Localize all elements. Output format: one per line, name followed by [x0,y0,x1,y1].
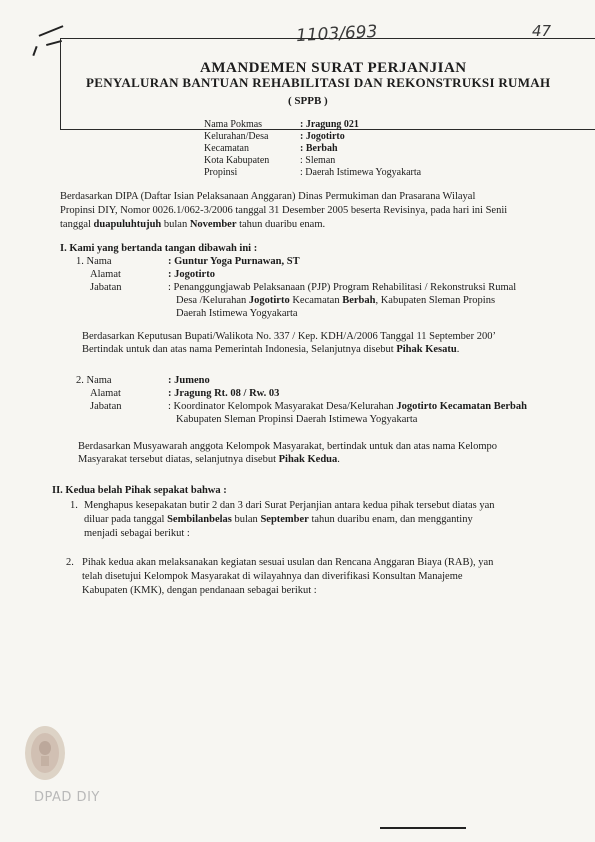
handwritten-document-number: 1103/693 [295,21,378,47]
party1-basis: Berdasarkan Keputusan Bupati/Walikota No. 337 / Kep. KDH/A/2006 Tanggal 11 September 200’ [82,331,496,342]
info-value: : Jogotirto [300,131,345,142]
watermark-text: DPAD DIY [34,790,100,805]
party1-position-value: Daerah Istimewa Yogyakarta [176,308,298,319]
clause-line: Pihak kedua akan melaksanakan kegiatan sesuai usulan dan Rencana Anggaran Biaya (RAB), yan [82,557,494,568]
document-subtitle: PENYALURAN BANTUAN REHABILITASI DAN REKONSTRUKSI RUMAH [86,75,551,90]
party2-position-value: Kabupaten Sleman Propinsi Daerah Istimewa Yogyakarta [176,414,418,425]
clause-number: 1. [70,500,78,511]
party2-basis: Berdasarkan Musyawarah anggota Kelompok Masyarakat, bertindak untuk dan atas nama Kelompo [78,441,497,452]
section-heading: II. Kedua belah Pihak sepakat bahwa : [52,485,227,496]
party2-address-value: : Jragung Rt. 08 / Rw. 03 [168,388,280,399]
party2-name-value: : Jumeno [168,375,210,386]
section-heading: I. Kami yang bertanda tangan dibawah ini : [60,243,258,254]
footer-rule [380,827,466,829]
clause-number: 2. [66,557,74,568]
info-label: Kelurahan/Desa [204,131,269,142]
pen-mark [32,46,37,56]
party1-basis: Bertindak untuk dan atas nama Pemerintah Indonesia, Selanjutnya disebut Pihak Kesatu. [82,344,460,355]
info-label: Kota Kabupaten [204,155,270,166]
party1-name-label: 1. Nama [76,256,112,267]
party2-position-value: : Koordinator Kelompok Masyarakat Desa/Kelurahan Jogotirto Kecamatan Berbah [168,401,527,412]
info-value: : Daerah Istimewa Yogyakarta [300,167,422,178]
party1-position-value: : Penanggungjawab Pelaksanaan (PJP) Program Rehabilitasi / Rekonstruksi Rumal [168,282,517,293]
document-title: AMANDEMEN SURAT PERJANJIAN [200,60,467,76]
party1-name-value: : Guntur Yoga Purnawan, ST [168,256,300,267]
party1-address-label: Alamat [90,269,121,280]
party2-position-label: Jabatan [90,401,122,412]
clause-line: telah disetujui Kelompok Masyarakat di wilayahnya dan diverifikasi Konsultan Manajeme [82,571,463,582]
info-value: : Sleman [300,155,336,166]
party1-position-value: Desa /Kelurahan Jogotirto Kecamatan Berbah, Kabupaten Sleman Propins [176,295,496,306]
clause-line: Menghapus kesepakatan butir 2 dan 3 dari Surat Perjanjian antara kedua pihak tersebut diatas yan [84,500,495,511]
intro-line: Berdasarkan DIPA (Daftar Isian Pelaksanaan Anggaran) Dinas Permukiman dan Prasarana Wilayal [60,191,476,202]
intro-line: Propinsi DIY, Nomor 0026.1/062-3/2006 tanggal 31 Desember 2005 beserta Revisinya, pada hari ini Senii [60,205,508,216]
info-label: Nama Pokmas [204,119,263,130]
clause-line: menjadi sebagai berikut : [84,528,190,539]
party2-basis: Masyarakat tersebut diatas, selanjutnya disebut Pihak Kedua. [78,454,340,465]
intro-line: tanggal duapuluhtujuh bulan November tahun duaribu enam. [60,219,326,230]
info-value: : Jragung 021 [300,119,359,130]
info-label: Propinsi [204,167,238,178]
info-label: Kecamatan [204,143,249,154]
clause-line: diluar pada tanggal Sembilanbelas bulan September tahun duaribu enam, dan menggantiny [84,514,473,525]
pen-mark [39,25,64,37]
party2-name-label: 2. Nama [76,375,112,386]
document-abbreviation: ( SPPB ) [288,95,328,107]
clause-line: Kabupaten (KMK), dengan pendanaan sebagai berikut : [82,585,317,596]
seal-stamp-icon [22,722,68,784]
party2-address-label: Alamat [90,388,121,399]
party1-position-label: Jabatan [90,282,122,293]
party1-address-value: : Jogotirto [168,269,215,280]
handwritten-page-number: 47 [532,22,552,40]
info-value: : Berbah [300,143,338,154]
